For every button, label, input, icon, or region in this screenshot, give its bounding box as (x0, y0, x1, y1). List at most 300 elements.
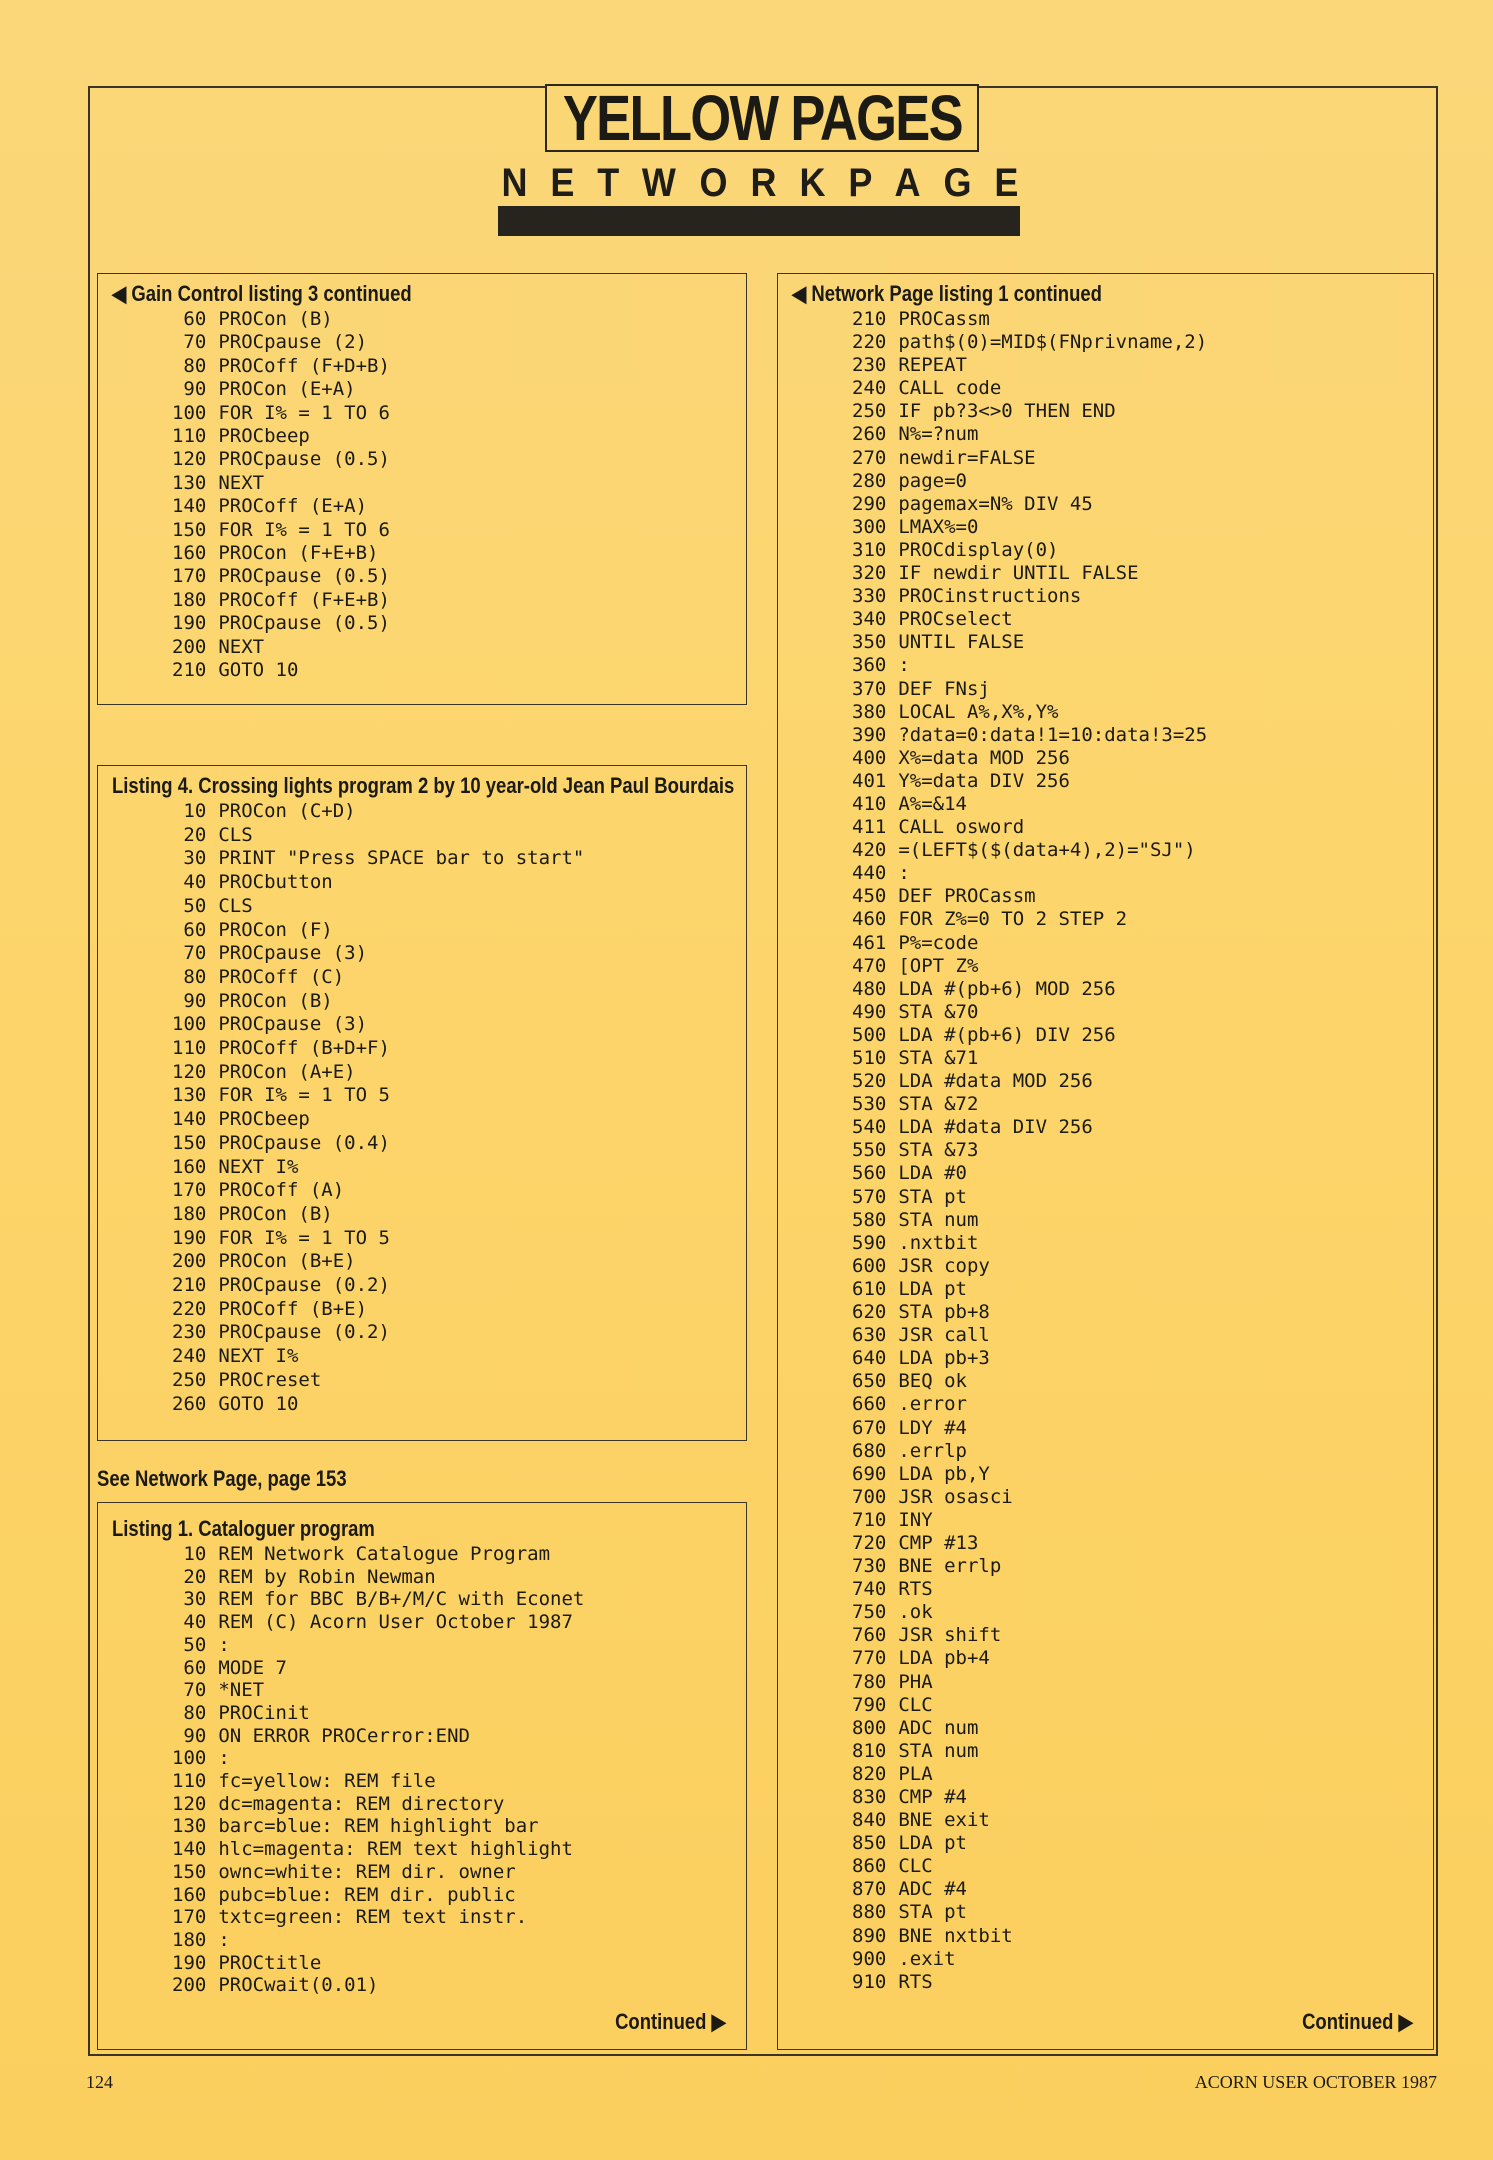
line-number: 770 (852, 1647, 887, 1670)
line-number: 411 (852, 816, 887, 839)
line-number: 460 (852, 908, 887, 931)
code-line (172, 425, 746, 448)
line-code: GOTO 10 (218, 1392, 299, 1415)
line-number: 170 (172, 565, 207, 588)
crossing-lights-code (172, 800, 746, 1416)
code-line (852, 1671, 1433, 1694)
line-number: 860 (852, 1855, 887, 1878)
line-code: FOR I% = 1 TO 6 (218, 401, 390, 424)
code-line (852, 1809, 1433, 1832)
gain-control-code (172, 308, 746, 683)
line-number: 410 (852, 792, 887, 815)
cataloguer-heading: Listing 1. Cataloguer program (112, 1516, 375, 1541)
line-number: 20 (183, 1565, 207, 1588)
line-number: 640 (852, 1347, 887, 1370)
line-code: [OPT Z% (898, 954, 979, 977)
code-line (172, 990, 746, 1014)
code-line (852, 1047, 1433, 1070)
line-number: 150 (172, 518, 207, 541)
line-code: BNE exit (898, 1809, 990, 1832)
line-number: 120 (172, 1792, 207, 1815)
line-code: PROCoff (A) (218, 1179, 345, 1202)
line-code: PROCassm (898, 308, 990, 330)
code-line (852, 1786, 1433, 1809)
line-code: JSR call (898, 1324, 990, 1347)
code-line (172, 331, 746, 354)
line-number: 80 (183, 965, 207, 988)
masthead-title: YELLOW PAGES (562, 82, 962, 154)
line-number: 780 (852, 1670, 887, 1693)
code-line (172, 402, 746, 425)
code-line (172, 895, 746, 919)
subtitle-letter: W (641, 160, 676, 205)
line-number: 290 (852, 492, 887, 515)
code-line (172, 1369, 746, 1393)
code-line (172, 659, 746, 682)
line-code: CLC (898, 1693, 933, 1716)
see-network-page-note: See Network Page, page 153 (97, 1466, 347, 1491)
line-code: PROCon (B) (218, 308, 333, 330)
line-number: 140 (172, 1108, 207, 1131)
line-code: CMP #13 (898, 1531, 979, 1554)
line-number: 100 (172, 1747, 207, 1770)
code-line (172, 1952, 746, 1975)
code-line (852, 1855, 1433, 1878)
line-code: STA &73 (898, 1139, 979, 1162)
continued-label: Continued ▶ (615, 2009, 726, 2034)
line-number: 130 (172, 471, 207, 494)
crossing-lights-box (97, 765, 747, 1441)
line-number: 360 (852, 654, 887, 677)
line-number: 850 (852, 1832, 887, 1855)
code-line (852, 1162, 1433, 1185)
line-code: GOTO 10 (218, 659, 299, 682)
code-line (172, 1588, 746, 1611)
line-number: 260 (852, 423, 887, 446)
line-number: 480 (852, 977, 887, 1000)
line-number: 160 (172, 542, 207, 565)
code-line (852, 1255, 1433, 1278)
line-number: 670 (852, 1416, 887, 1439)
line-number: 210 (852, 308, 887, 330)
code-line (852, 724, 1433, 747)
subtitle-letter: N (501, 160, 528, 205)
line-code: PRINT "Press SPACE bar to start" (218, 847, 585, 870)
code-line (852, 1486, 1433, 1509)
line-code: REPEAT (898, 354, 967, 377)
line-code: dc=magenta: REM directory (218, 1792, 505, 1815)
gain-control-box (97, 273, 747, 705)
code-line (172, 1770, 746, 1793)
gain-control-heading: ◀ Gain Control listing 3 continued (112, 281, 412, 306)
line-number: 820 (852, 1762, 887, 1785)
code-line (172, 519, 746, 542)
line-number: 180 (172, 1928, 207, 1951)
line-number: 150 (172, 1131, 207, 1154)
line-code: STA pb+8 (898, 1301, 990, 1324)
line-number: 140 (172, 495, 207, 518)
line-code: NEXT (218, 635, 265, 658)
line-code: pagemax=N% DIV 45 (898, 492, 1093, 515)
code-line (172, 871, 746, 895)
line-number: 90 (183, 1724, 207, 1747)
line-number: 370 (852, 677, 887, 700)
code-line (852, 885, 1433, 908)
line-code: .ok (898, 1601, 933, 1624)
code-line (172, 1013, 746, 1037)
line-code: LDA #0 (898, 1162, 967, 1185)
code-line (172, 1274, 746, 1298)
code-line (852, 1024, 1433, 1047)
line-number: 30 (183, 847, 207, 870)
line-number: 340 (852, 608, 887, 631)
line-number: 750 (852, 1601, 887, 1624)
crossing-lights-heading: Listing 4. Crossing lights program 2 by 10 year-old Jean Paul Bourdais (112, 773, 735, 798)
code-line (852, 839, 1433, 862)
line-code: newdir=FALSE (898, 446, 1036, 469)
line-number: 530 (852, 1093, 887, 1116)
subtitle-letter: E (994, 160, 1019, 205)
line-code: CMP #4 (898, 1786, 967, 1808)
line-code: FOR I% = 1 TO 6 (218, 518, 390, 541)
code-line (852, 862, 1433, 885)
line-number: 60 (183, 308, 207, 330)
line-number: 320 (852, 562, 887, 585)
code-line (172, 612, 746, 635)
code-line (172, 378, 746, 401)
line-number: 90 (183, 378, 207, 401)
line-code: DEF PROCassm (898, 885, 1036, 908)
code-line (172, 1929, 746, 1952)
code-line (172, 1393, 746, 1417)
code-line (852, 1971, 1433, 1994)
code-line (852, 701, 1433, 724)
code-line (852, 1186, 1433, 1209)
line-code: PROCpause (0.4) (218, 1131, 390, 1154)
line-code: JSR osasci (898, 1485, 1013, 1508)
code-line (852, 1694, 1433, 1717)
line-number: 710 (852, 1508, 887, 1531)
code-line (852, 1763, 1433, 1786)
line-code: : (218, 1633, 230, 1656)
line-number: 230 (852, 354, 887, 377)
line-number: 190 (172, 612, 207, 635)
line-number: 240 (852, 377, 887, 400)
code-line (852, 1509, 1433, 1532)
line-code: fc=yellow: REM file (218, 1770, 436, 1793)
code-line (852, 770, 1433, 793)
code-line (172, 1108, 746, 1132)
line-code: PROCoff (C) (218, 965, 345, 988)
code-line (172, 1974, 746, 1997)
code-line (852, 1601, 1433, 1624)
line-code: PROCpause (3) (218, 942, 368, 965)
line-code: PROCbeep (218, 425, 310, 448)
line-code: PHA (898, 1670, 933, 1693)
code-line (852, 1209, 1433, 1232)
line-code: CLS (218, 823, 253, 846)
line-code: PROCoff (F+E+B) (218, 588, 390, 611)
line-code: path$(0)=MID$(FNprivname,2) (898, 331, 1208, 354)
code-line (852, 747, 1433, 770)
code-line (852, 978, 1433, 1001)
line-number: 700 (852, 1485, 887, 1508)
code-line (172, 1815, 746, 1838)
code-line (852, 608, 1433, 631)
code-line (852, 1901, 1433, 1924)
line-code: : (898, 862, 910, 885)
line-number: 90 (183, 989, 207, 1012)
line-code: MODE 7 (218, 1656, 287, 1679)
line-number: 470 (852, 954, 887, 977)
line-code: STA pt (898, 1901, 967, 1924)
line-code: Y%=data DIV 256 (898, 769, 1070, 792)
subtitle-letter: A (894, 160, 921, 205)
line-number: 170 (172, 1179, 207, 1202)
line-code: DEF FNsj (898, 677, 990, 700)
line-number: 70 (183, 942, 207, 965)
line-number: 250 (172, 1368, 207, 1391)
line-code: FOR I% = 1 TO 5 (218, 1226, 390, 1249)
line-number: 440 (852, 862, 887, 885)
line-code: : (218, 1747, 230, 1770)
network-page-code (852, 308, 1433, 1994)
code-line (172, 1321, 746, 1345)
code-line (852, 1232, 1433, 1255)
line-number: 110 (172, 1037, 207, 1060)
line-code: PROCpause (3) (218, 1013, 368, 1036)
subtitle-letter: T (596, 160, 619, 205)
line-number: 630 (852, 1324, 887, 1347)
line-code: .nxtbit (898, 1231, 979, 1254)
line-number: 650 (852, 1370, 887, 1393)
right-arrow-icon: ▶ (711, 2009, 726, 2034)
line-code: LDA pt (898, 1832, 967, 1855)
line-number: 220 (852, 331, 887, 354)
code-line (172, 308, 746, 331)
code-line (852, 1370, 1433, 1393)
line-number: 510 (852, 1047, 887, 1069)
line-code: PROCon (F) (218, 918, 333, 941)
line-code: ?data=0:data!1=10:data!3=25 (898, 723, 1208, 746)
code-line (852, 631, 1433, 654)
line-number: 240 (172, 1345, 207, 1368)
line-code: IF newdir UNTIL FALSE (898, 562, 1139, 585)
line-code: pubc=blue: REM dir. public (218, 1883, 516, 1906)
line-code: .error (898, 1393, 967, 1416)
line-code: JSR shift (898, 1624, 1002, 1647)
code-line (172, 1884, 746, 1907)
line-number: 60 (183, 1656, 207, 1679)
line-code: FOR Z%=0 TO 2 STEP 2 (898, 908, 1128, 931)
line-code: PROCpause (0.5) (218, 612, 390, 635)
continued-label: Continued ▶ (1302, 2009, 1413, 2034)
line-code: PROCon (B+E) (218, 1250, 356, 1273)
page-number: 124 (86, 2072, 113, 2092)
code-line (852, 539, 1433, 562)
code-line (852, 1647, 1433, 1670)
line-number: 401 (852, 769, 887, 792)
line-number: 800 (852, 1716, 887, 1739)
code-line (852, 932, 1433, 955)
code-line (172, 942, 746, 966)
line-code: BEQ ok (898, 1370, 967, 1393)
code-line (852, 1878, 1433, 1901)
line-number: 400 (852, 746, 887, 769)
line-number: 620 (852, 1301, 887, 1324)
code-line (172, 1084, 746, 1108)
line-code: PROCinstructions (898, 585, 1082, 608)
line-code: PROCpause (0.5) (218, 448, 390, 471)
line-number: 10 (183, 800, 207, 822)
line-number: 720 (852, 1531, 887, 1554)
code-line (852, 1717, 1433, 1740)
line-number: 110 (172, 425, 207, 448)
line-code: FOR I% = 1 TO 5 (218, 1084, 390, 1107)
line-number: 870 (852, 1878, 887, 1901)
code-line (172, 966, 746, 990)
line-code: PROCdisplay(0) (898, 538, 1059, 561)
line-number: 70 (183, 1679, 207, 1702)
line-number: 540 (852, 1116, 887, 1139)
line-code: LMAX%=0 (898, 515, 979, 538)
code-line (172, 1227, 746, 1251)
line-code: PROCbutton (218, 871, 333, 894)
line-code: REM by Robin Newman (218, 1565, 436, 1588)
code-line (852, 423, 1433, 446)
code-line (172, 1298, 746, 1322)
line-code: ON ERROR PROCerror:END (218, 1724, 470, 1747)
code-line (852, 1440, 1433, 1463)
line-code: P%=code (898, 931, 979, 954)
code-line (852, 654, 1433, 677)
line-code: PROCpause (2) (218, 331, 368, 354)
code-line (172, 1793, 746, 1816)
code-line (172, 1634, 746, 1657)
code-line (852, 1832, 1433, 1855)
subtitle-bar (498, 206, 1020, 236)
line-number: 190 (172, 1951, 207, 1974)
line-code: LOCAL A%,X%,Y% (898, 700, 1059, 723)
code-line (172, 1611, 746, 1634)
subtitle-letter: G (943, 160, 972, 205)
code-line (172, 472, 746, 495)
code-line (852, 816, 1433, 839)
line-number: 220 (172, 1297, 207, 1320)
line-code: BNE errlp (898, 1555, 1002, 1578)
code-line (852, 470, 1433, 493)
code-line (172, 565, 746, 588)
code-line (172, 1037, 746, 1061)
code-line (172, 919, 746, 943)
line-code: LDA pt (898, 1277, 967, 1300)
code-line (172, 1543, 746, 1566)
cataloguer-code (172, 1543, 746, 1997)
line-code: LDA #(pb+6) MOD 256 (898, 977, 1116, 1000)
code-line (172, 1702, 746, 1725)
line-number: 280 (852, 469, 887, 492)
line-number: 490 (852, 1000, 887, 1023)
line-number: 810 (852, 1739, 887, 1762)
code-line (172, 1179, 746, 1203)
line-number: 600 (852, 1254, 887, 1277)
line-code: PROCoff (E+A) (218, 495, 368, 518)
line-number: 250 (852, 400, 887, 423)
line-code: PROCpause (0.2) (218, 1321, 390, 1344)
line-code: STA &71 (898, 1047, 979, 1069)
line-code: .exit (898, 1947, 956, 1970)
code-line (172, 824, 746, 848)
code-line (852, 955, 1433, 978)
code-line (172, 1566, 746, 1589)
line-number: 690 (852, 1462, 887, 1485)
line-code: BNE nxtbit (898, 1924, 1013, 1947)
line-code: PROCon (B) (218, 1202, 333, 1225)
line-code: PROCinit (218, 1701, 310, 1724)
code-line (172, 1250, 746, 1274)
code-line (852, 562, 1433, 585)
line-code: NEXT I% (218, 1345, 299, 1368)
code-line (852, 331, 1433, 354)
line-number: 200 (172, 1974, 207, 1997)
line-code: LDA pb+4 (898, 1647, 990, 1670)
line-number: 170 (172, 1906, 207, 1929)
code-line (852, 1347, 1433, 1370)
right-arrow-icon: ▶ (1398, 2009, 1413, 2034)
line-code: ownc=white: REM dir. owner (218, 1860, 516, 1883)
line-code: PROCtitle (218, 1951, 322, 1974)
subtitle-letter: P (847, 160, 872, 205)
code-line (852, 1463, 1433, 1486)
line-code: LDA pb,Y (898, 1462, 990, 1485)
line-number: 120 (172, 1060, 207, 1083)
line-number: 420 (852, 839, 887, 862)
network-page-heading: ◀ Network Page listing 1 continued (792, 281, 1102, 306)
line-number: 190 (172, 1226, 207, 1249)
line-number: 740 (852, 1578, 887, 1601)
code-line (172, 1657, 746, 1680)
line-number: 450 (852, 885, 887, 908)
code-line (852, 516, 1433, 539)
code-line (172, 589, 746, 612)
line-number: 590 (852, 1231, 887, 1254)
line-code: PROCwait(0.01) (218, 1974, 379, 1997)
line-number: 50 (183, 894, 207, 917)
line-number: 560 (852, 1162, 887, 1185)
code-line (852, 678, 1433, 701)
line-code: PROCoff (F+D+B) (218, 354, 390, 377)
line-code: STA &72 (898, 1093, 979, 1116)
subtitle-letter: O (699, 160, 728, 205)
line-number: 390 (852, 723, 887, 746)
line-code: CALL code (898, 377, 1002, 400)
line-number: 890 (852, 1924, 887, 1947)
line-number: 380 (852, 700, 887, 723)
code-line (172, 1838, 746, 1861)
code-line (172, 847, 746, 871)
line-code: ADC #4 (898, 1878, 967, 1901)
code-line (852, 585, 1433, 608)
line-code: N%=?num (898, 423, 979, 446)
line-number: 790 (852, 1693, 887, 1716)
line-number: 160 (172, 1155, 207, 1178)
line-number: 180 (172, 588, 207, 611)
line-number: 830 (852, 1786, 887, 1808)
code-line (852, 1278, 1433, 1301)
code-line (852, 447, 1433, 470)
code-line (852, 1948, 1433, 1971)
line-code: PLA (898, 1762, 933, 1785)
